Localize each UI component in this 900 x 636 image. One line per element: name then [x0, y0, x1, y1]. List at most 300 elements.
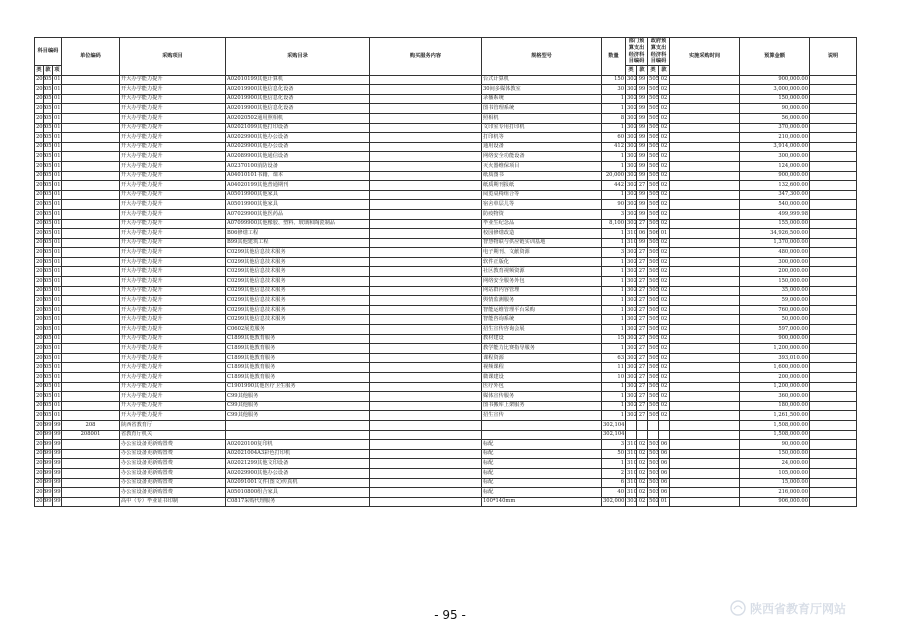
cell-xiang: 01 — [53, 353, 62, 363]
cell-catalog: A05019900其他家具 — [226, 190, 370, 200]
cell-kuan: 05 — [44, 94, 53, 104]
cell-remark — [810, 430, 857, 440]
cell-catalog: A02029900其他办公设备 — [226, 142, 370, 152]
cell-dept-lei: 302 — [626, 133, 637, 143]
cell-gov-kuan: 02 — [659, 248, 670, 258]
table-row — [35, 411, 857, 421]
cell-gov-lei: 505 — [648, 142, 659, 152]
cell-gov-kuan: 02 — [659, 267, 670, 277]
cell-catalog: C0299其他信息技术服务 — [226, 305, 370, 315]
cell-lei: 205 — [35, 161, 44, 171]
cell-project: 办公室设备更新购置费 — [120, 440, 226, 450]
cell-catalog: C1899其他教育服务 — [226, 344, 370, 354]
cell-gov-kuan: 06 — [659, 468, 670, 478]
cell-unit-code — [62, 142, 120, 152]
header-subject-code: 科目编码 — [35, 38, 62, 66]
cell-dept-lei: 302 — [626, 344, 637, 354]
cell-gov-lei: 505 — [648, 94, 659, 104]
cell-quantity: 3 — [602, 440, 626, 450]
cell-dept-lei: 310 — [626, 449, 637, 459]
cell-unit-code — [62, 353, 120, 363]
cell-budget: 34,926,500.00 — [740, 229, 810, 239]
cell-gov-kuan: 02 — [659, 286, 670, 296]
cell-spec: 教学能力比赛指导服务 — [482, 344, 602, 354]
cell-impl-time — [670, 373, 740, 383]
cell-catalog: A02091001文件(图文)传真机 — [226, 478, 370, 488]
cell-unit-code — [62, 305, 120, 315]
cell-service — [370, 344, 482, 354]
cell-gov-kuan: 02 — [659, 85, 670, 95]
cell-service — [370, 497, 482, 507]
cell-dept-lei: 302 — [626, 152, 637, 162]
cell-xiang: 01 — [53, 113, 62, 123]
cell-gov-kuan: 06 — [659, 478, 670, 488]
cell-impl-time — [670, 277, 740, 287]
cell-remark — [810, 344, 857, 354]
cell-service — [370, 325, 482, 335]
cell-budget: 393,010.00 — [740, 353, 810, 363]
cell-gov-lei: 505 — [648, 315, 659, 325]
cell-spec: 医疗外包 — [482, 382, 602, 392]
cell-gov-kuan: 02 — [659, 363, 670, 373]
cell-kuan: 05 — [44, 181, 53, 191]
watermark — [730, 596, 890, 620]
cell-kuan: 05 — [44, 75, 53, 85]
cell-budget: 1,200,000.00 — [740, 344, 810, 354]
cell-kuan: 05 — [44, 305, 53, 315]
cell-catalog: C0299其他信息技术服务 — [226, 248, 370, 258]
cell-dept-lei: 310 — [626, 238, 637, 248]
cell-project: 开大办学能力提升 — [120, 401, 226, 411]
cell-unit-code — [62, 123, 120, 133]
cell-xiang: 01 — [53, 94, 62, 104]
cell-kuan: 05 — [44, 238, 53, 248]
cell-service — [370, 286, 482, 296]
table-row — [35, 363, 857, 373]
cell-catalog: A02019900其他信息化设备 — [226, 94, 370, 104]
cell-dept-kuan: 06 — [637, 229, 648, 239]
cell-remark — [810, 382, 857, 392]
cell-quantity: 412 — [602, 142, 626, 152]
cell-unit-code — [62, 478, 120, 488]
cell-gov-lei: 505 — [648, 344, 659, 354]
cell-service — [370, 152, 482, 162]
cell-impl-time — [670, 133, 740, 143]
cell-dept-lei: 302 — [626, 94, 637, 104]
cell-gov-lei: 505 — [648, 373, 659, 383]
cell-gov-kuan: 02 — [659, 238, 670, 248]
cell-dept-kuan: 02 — [637, 468, 648, 478]
cell-service — [370, 382, 482, 392]
table-row — [35, 430, 857, 440]
cell-service — [370, 171, 482, 181]
header-kuan: 款 — [44, 66, 53, 76]
cell-dept-lei: 302 — [626, 392, 637, 402]
cell-gov-lei: 505 — [648, 353, 659, 363]
cell-budget: 90,000.00 — [740, 440, 810, 450]
cell-remark — [810, 123, 857, 133]
cell-spec: 打印机等 — [482, 133, 602, 143]
cell-spec: 网络安全功能设备 — [482, 152, 602, 162]
cell-budget: 1,261,500.00 — [740, 411, 810, 421]
cell-kuan: 05 — [44, 325, 53, 335]
cell-gov-kuan: 02 — [659, 277, 670, 287]
cell-remark — [810, 171, 857, 181]
cell-service — [370, 133, 482, 143]
cell-remark — [810, 257, 857, 267]
cell-xiang: 99 — [53, 497, 62, 507]
cell-xiang: 01 — [53, 382, 62, 392]
cell-dept-kuan: 27 — [637, 305, 648, 315]
cell-budget: 370,000.00 — [740, 123, 810, 133]
cell-spec: 电子期刊、文献资源 — [482, 248, 602, 258]
table-row — [35, 85, 857, 95]
cell-budget: 1,200,000.00 — [740, 382, 810, 392]
cell-xiang: 99 — [53, 478, 62, 488]
cell-dept-lei: 310 — [626, 478, 637, 488]
cell-dept-kuan: 27 — [637, 248, 648, 258]
cell-kuan: 05 — [44, 344, 53, 354]
page-number: - 95 - — [434, 608, 466, 622]
cell-catalog: C0299其他信息技术服务 — [226, 296, 370, 306]
cell-gov-kuan: 02 — [659, 104, 670, 114]
cell-budget: 105,000.00 — [740, 468, 810, 478]
cell-gov-lei: 505 — [648, 104, 659, 114]
cell-impl-time — [670, 440, 740, 450]
cell-quantity: 50 — [602, 449, 626, 459]
cell-lei: 205 — [35, 411, 44, 421]
cell-dept-lei: 310 — [626, 468, 637, 478]
cell-remark — [810, 363, 857, 373]
cell-impl-time — [670, 488, 740, 498]
cell-dept-kuan: 27 — [637, 296, 648, 306]
cell-spec: 通用设备 — [482, 142, 602, 152]
cell-xiang: 01 — [53, 161, 62, 171]
cell-budget: 760,000.00 — [740, 305, 810, 315]
cell-impl-time — [670, 411, 740, 421]
cell-kuan: 99 — [44, 420, 53, 430]
cell-quantity: 1 — [602, 325, 626, 335]
cell-spec: 阅览桌椅组合等 — [482, 190, 602, 200]
cell-spec: 宿舍单层儿等 — [482, 200, 602, 210]
cell-lei: 205 — [35, 315, 44, 325]
cell-dept-lei: 302 — [626, 181, 637, 191]
cell-xiang: 01 — [53, 411, 62, 421]
table-row — [35, 305, 857, 315]
cell-catalog — [226, 430, 370, 440]
header-remark: 说明 — [810, 38, 857, 76]
cell-xiang: 01 — [53, 152, 62, 162]
cell-lei: 205 — [35, 152, 44, 162]
cell-kuan: 05 — [44, 277, 53, 287]
cell-dept-kuan: 27 — [637, 325, 648, 335]
cell-catalog — [226, 420, 370, 430]
table-row — [35, 200, 857, 210]
cell-gov-lei: 505 — [648, 296, 659, 306]
cell-kuan: 05 — [44, 353, 53, 363]
cell-quantity: 1 — [602, 104, 626, 114]
cell-gov-kuan: 02 — [659, 75, 670, 85]
cell-gov-lei: 505 — [648, 200, 659, 210]
cell-dept-lei: 302 — [626, 401, 637, 411]
cell-lei: 205 — [35, 353, 44, 363]
cell-quantity: 1 — [602, 382, 626, 392]
cell-project: 开大办学能力提升 — [120, 133, 226, 143]
cell-remark — [810, 238, 857, 248]
cell-dept-kuan: 27 — [637, 219, 648, 229]
cell-xiang: 01 — [53, 75, 62, 85]
cell-unit-code — [62, 392, 120, 402]
cell-xiang: 01 — [53, 277, 62, 287]
cell-xiang: 01 — [53, 315, 62, 325]
cell-service — [370, 181, 482, 191]
cell-spec: 录播系统 — [482, 94, 602, 104]
cell-catalog: A07029900其他医药品 — [226, 209, 370, 219]
cell-remark — [810, 219, 857, 229]
cell-dept-kuan: 99 — [637, 104, 648, 114]
cell-budget: 540,000.00 — [740, 200, 810, 210]
cell-dept-lei — [626, 420, 637, 430]
cell-impl-time — [670, 334, 740, 344]
cell-gov-kuan: 02 — [659, 133, 670, 143]
cell-spec: 30间多媒体教室 — [482, 85, 602, 95]
table-row — [35, 209, 857, 219]
cell-quantity: 1 — [602, 152, 626, 162]
cell-xiang: 01 — [53, 257, 62, 267]
cell-quantity: 1 — [602, 401, 626, 411]
cell-quantity: 442 — [602, 181, 626, 191]
cell-remark — [810, 209, 857, 219]
cell-budget: 200,000.00 — [740, 267, 810, 277]
table-row — [35, 161, 857, 171]
cell-lei: 205 — [35, 142, 44, 152]
cell-unit-code — [62, 468, 120, 478]
cell-unit-code — [62, 344, 120, 354]
cell-lei: 205 — [35, 277, 44, 287]
cell-gov-lei: 505 — [648, 305, 659, 315]
cell-gov-kuan: 02 — [659, 219, 670, 229]
cell-dept-kuan: 02 — [637, 488, 648, 498]
cell-gov-kuan: 01 — [659, 497, 670, 507]
cell-impl-time — [670, 315, 740, 325]
cell-budget: 15,000.00 — [740, 478, 810, 488]
cell-service — [370, 459, 482, 469]
cell-service — [370, 267, 482, 277]
cell-dept-lei: 310 — [626, 488, 637, 498]
cell-unit-code — [62, 373, 120, 383]
table-row — [35, 190, 857, 200]
cell-gov-kuan: 02 — [659, 123, 670, 133]
cell-project: 开大办学能力提升 — [120, 209, 226, 219]
cell-project: 开大办学能力提升 — [120, 392, 226, 402]
table-row — [35, 334, 857, 344]
cell-project: 省教育厅机关 — [120, 430, 226, 440]
cell-gov-kuan: 02 — [659, 315, 670, 325]
cell-project: 陕西省教育厅 — [120, 420, 226, 430]
table-row — [35, 478, 857, 488]
cell-spec: 教材建设 — [482, 334, 602, 344]
cell-budget: 216,000.00 — [740, 488, 810, 498]
cell-gov-lei: 505 — [648, 209, 659, 219]
cell-kuan: 05 — [44, 142, 53, 152]
cell-gov-kuan: 02 — [659, 142, 670, 152]
cell-gov-lei: 503 — [648, 468, 659, 478]
cell-kuan: 99 — [44, 440, 53, 450]
table-row — [35, 229, 857, 239]
cell-impl-time — [670, 497, 740, 507]
cell-gov-kuan: 02 — [659, 353, 670, 363]
cell-lei: 205 — [35, 248, 44, 258]
cell-dept-kuan: 27 — [637, 344, 648, 354]
cell-budget: 3,914,000.00 — [740, 142, 810, 152]
cell-quantity: 302,104 — [602, 430, 626, 440]
cell-lei: 205 — [35, 363, 44, 373]
cell-kuan: 99 — [44, 430, 53, 440]
cell-xiang: 01 — [53, 238, 62, 248]
cell-catalog: B06修缮工程 — [226, 229, 370, 239]
table-row — [35, 373, 857, 383]
cell-kuan: 05 — [44, 392, 53, 402]
cell-quantity: 10 — [602, 373, 626, 383]
cell-kuan: 05 — [44, 133, 53, 143]
cell-gov-lei: 505 — [648, 75, 659, 85]
cell-budget: 59,000.00 — [740, 296, 810, 306]
cell-dept-kuan: 27 — [637, 257, 648, 267]
cell-unit-code: 208 — [62, 420, 120, 430]
header-quantity: 数量 — [602, 38, 626, 76]
cell-dept-kuan: 27 — [637, 363, 648, 373]
cell-project: 开大办学能力提升 — [120, 248, 226, 258]
cell-project: 开大办学能力提升 — [120, 286, 226, 296]
cell-impl-time — [670, 219, 740, 229]
cell-catalog: B99其他建筑工程 — [226, 238, 370, 248]
cell-gov-lei: 505 — [648, 257, 659, 267]
cell-spec: 智能咨询系统 — [482, 315, 602, 325]
cell-gov-kuan: 02 — [659, 373, 670, 383]
cell-dept-kuan: 27 — [637, 373, 648, 383]
cell-dept-lei: 302 — [626, 190, 637, 200]
cell-unit-code — [62, 296, 120, 306]
cell-service — [370, 392, 482, 402]
cell-lei: 205 — [35, 392, 44, 402]
cell-project: 开大办学能力提升 — [120, 219, 226, 229]
cell-service — [370, 94, 482, 104]
cell-budget: 900,000.00 — [740, 75, 810, 85]
cell-project: 开大办学能力提升 — [120, 161, 226, 171]
cell-quantity: 1 — [602, 277, 626, 287]
cell-catalog: C99其他服务 — [226, 392, 370, 402]
cell-unit-code — [62, 449, 120, 459]
cell-gov-lei: 502 — [648, 497, 659, 507]
cell-impl-time — [670, 267, 740, 277]
cell-budget: 124,000.00 — [740, 161, 810, 171]
cell-dept-lei: 310 — [626, 229, 637, 239]
header-xiang: 项 — [53, 66, 62, 76]
header-spec: 规格型号 — [482, 38, 602, 76]
budget-table — [34, 37, 857, 507]
cell-gov-lei: 505 — [648, 401, 659, 411]
cell-project: 开大办学能力提升 — [120, 344, 226, 354]
cell-quantity: 1 — [602, 286, 626, 296]
cell-xiang: 01 — [53, 392, 62, 402]
cell-lei: 205 — [35, 85, 44, 95]
cell-quantity: 1 — [602, 161, 626, 171]
cell-remark — [810, 181, 857, 191]
cell-remark — [810, 478, 857, 488]
cell-unit-code — [62, 267, 120, 277]
cell-unit-code — [62, 171, 120, 181]
cell-impl-time — [670, 104, 740, 114]
cell-lei: 205 — [35, 200, 44, 210]
cell-gov-kuan: 02 — [659, 161, 670, 171]
table-row — [35, 94, 857, 104]
cell-spec: 100*140mm — [482, 497, 602, 507]
cell-dept-lei: 302 — [626, 267, 637, 277]
cell-dept-kuan: 27 — [637, 267, 648, 277]
cell-quantity: 30 — [602, 85, 626, 95]
cell-dept-lei: 302 — [626, 219, 637, 229]
table-row — [35, 344, 857, 354]
table-row — [35, 382, 857, 392]
cell-spec: 照相机 — [482, 113, 602, 123]
table-row — [35, 449, 857, 459]
cell-impl-time — [670, 449, 740, 459]
cell-service — [370, 420, 482, 430]
cell-lei: 205 — [35, 104, 44, 114]
cell-service — [370, 142, 482, 152]
cell-catalog: C1901990其他医疗卫生服务 — [226, 382, 370, 392]
table-row — [35, 171, 857, 181]
cell-service — [370, 190, 482, 200]
cell-budget: 150,000.00 — [740, 94, 810, 104]
header-gov-econ: 政府预算支出经济科目编码 — [648, 38, 670, 66]
cell-catalog: A02019900其他信息化设备 — [226, 104, 370, 114]
cell-dept-kuan: 99 — [637, 75, 648, 85]
cell-kuan: 05 — [44, 104, 53, 114]
cell-impl-time — [670, 257, 740, 267]
cell-gov-kuan — [659, 420, 670, 430]
cell-service — [370, 200, 482, 210]
cell-gov-kuan: 06 — [659, 488, 670, 498]
cell-xiang: 99 — [53, 468, 62, 478]
cell-impl-time — [670, 209, 740, 219]
cell-lei: 205 — [35, 468, 44, 478]
cell-quantity: 1 — [602, 94, 626, 104]
cell-service — [370, 85, 482, 95]
cell-project: 开大办学能力提升 — [120, 325, 226, 335]
cell-budget: 150,000.00 — [740, 277, 810, 287]
cell-lei: 205 — [35, 401, 44, 411]
cell-remark — [810, 267, 857, 277]
cell-dept-kuan: 02 — [637, 497, 648, 507]
cell-lei: 205 — [35, 181, 44, 191]
cell-kuan: 05 — [44, 113, 53, 123]
cell-dept-lei: 310 — [626, 440, 637, 450]
cell-lei: 205 — [35, 94, 44, 104]
table-row — [35, 459, 857, 469]
cell-project: 开大办学能力提升 — [120, 382, 226, 392]
cell-catalog: A02021099其他打印设备 — [226, 123, 370, 133]
cell-spec: 网络安全服务外包 — [482, 277, 602, 287]
cell-kuan: 05 — [44, 411, 53, 421]
cell-gov-lei: 505 — [648, 363, 659, 373]
cell-impl-time — [670, 229, 740, 239]
header-impl-time: 实施采购时间 — [670, 38, 740, 76]
cell-project: 开大办学能力提升 — [120, 75, 226, 85]
cell-spec: 标配 — [482, 488, 602, 498]
cell-quantity: 1 — [602, 238, 626, 248]
cell-unit-code — [62, 190, 120, 200]
